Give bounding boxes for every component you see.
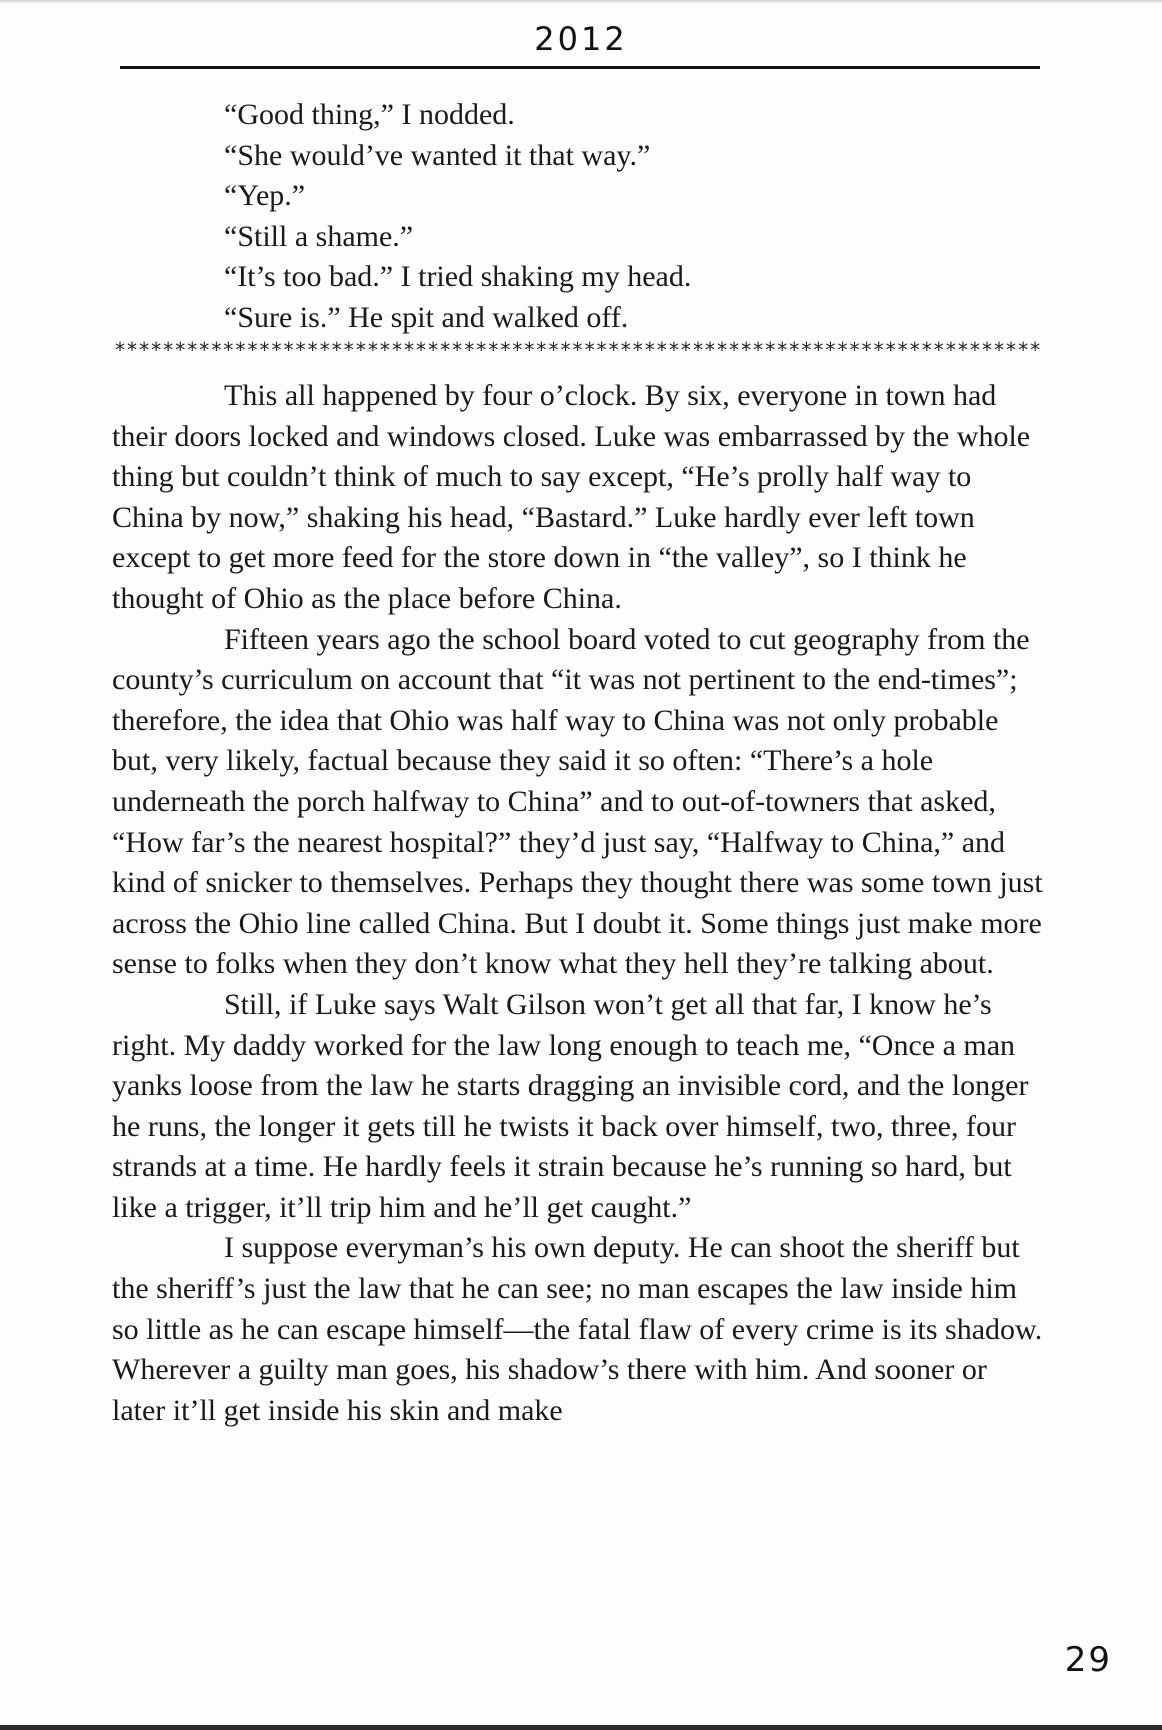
dialogue-line: “It’s too bad.” I tried shaking my head. [224, 260, 692, 293]
paragraph: Fifteen years ago the school board voted to cut geography from the county’s curriculum on account that “it was not pertinent to the end-times”; therefore, the idea that Ohio was half way to China was not only probable but, very likely, factual because they said it so often: “There’s a hole underneath the porch halfway to China” and to out-of-towners that asked, “How far’s the nearest hospital?” they’d just say, “Halfway to China,” and kind of snicker to themselves. Perhaps they thought there was some town just across the Ohio line called China. But I doubt it. Some things just make more sense to folks when they don’t know what they hell they’re talking about. [112, 622, 1043, 981]
page-top-edge [0, 0, 1162, 4]
paragraph: Still, if Luke says Walt Gilson won’t get all that far, I know he’s right. My daddy worked for the law long enough to teach me, “Once a man yanks loose from the law he starts dragging an invisible cord, and the longer he runs, the longer it gets till he twists it back over himself, two, three, four strands at a time. He hardly feels it strain because he’s running so hard, but like a trigger, it’ll trip him and he’ll get caught.” [112, 987, 1029, 1224]
dialogue-block [224, 95, 1044, 338]
dialogue-line: “She would’ve wanted it that way.” [224, 138, 651, 172]
running-head: 2012 [534, 20, 628, 58]
section-break-asterisks: ***************************************************************************** [114, 338, 1042, 362]
header-rule [120, 66, 1040, 69]
dialogue-line: “Good thing,” I nodded. [224, 98, 515, 131]
page-bottom-edge [0, 1725, 1162, 1730]
page-number: 29 [1064, 1640, 1112, 1680]
dialogue-line: “Sure is.” He spit and walked off. [224, 300, 629, 334]
paragraph: I suppose everyman’s his own deputy. He can shoot the sheriff but the sheriff’s just the law that he can see; no man escapes the law inside him so little as he can escape himself—the fatal flaw of every crime is its shadow. Wherever a guilty man goes, his shadow’s there with him. And sooner or later it’ll get inside his skin and make [112, 1231, 1043, 1427]
dialogue-line: “Still a shame.” [224, 219, 414, 253]
paragraph: This all happened by four o’clock. By six, everyone in town had their doors locked and windows closed. Luke was embarrassed by the whole thing but couldn’t think of much to say except, “He’s prolly half way to China by now,” shaking his head, “Bastard.” Luke hardly ever left town except to get more feed for the store down in “the valley”, so I think he thought of Ohio as the place before China. [112, 379, 1031, 615]
dialogue-line: “Yep.” [224, 179, 306, 212]
body-text [112, 376, 1046, 1431]
